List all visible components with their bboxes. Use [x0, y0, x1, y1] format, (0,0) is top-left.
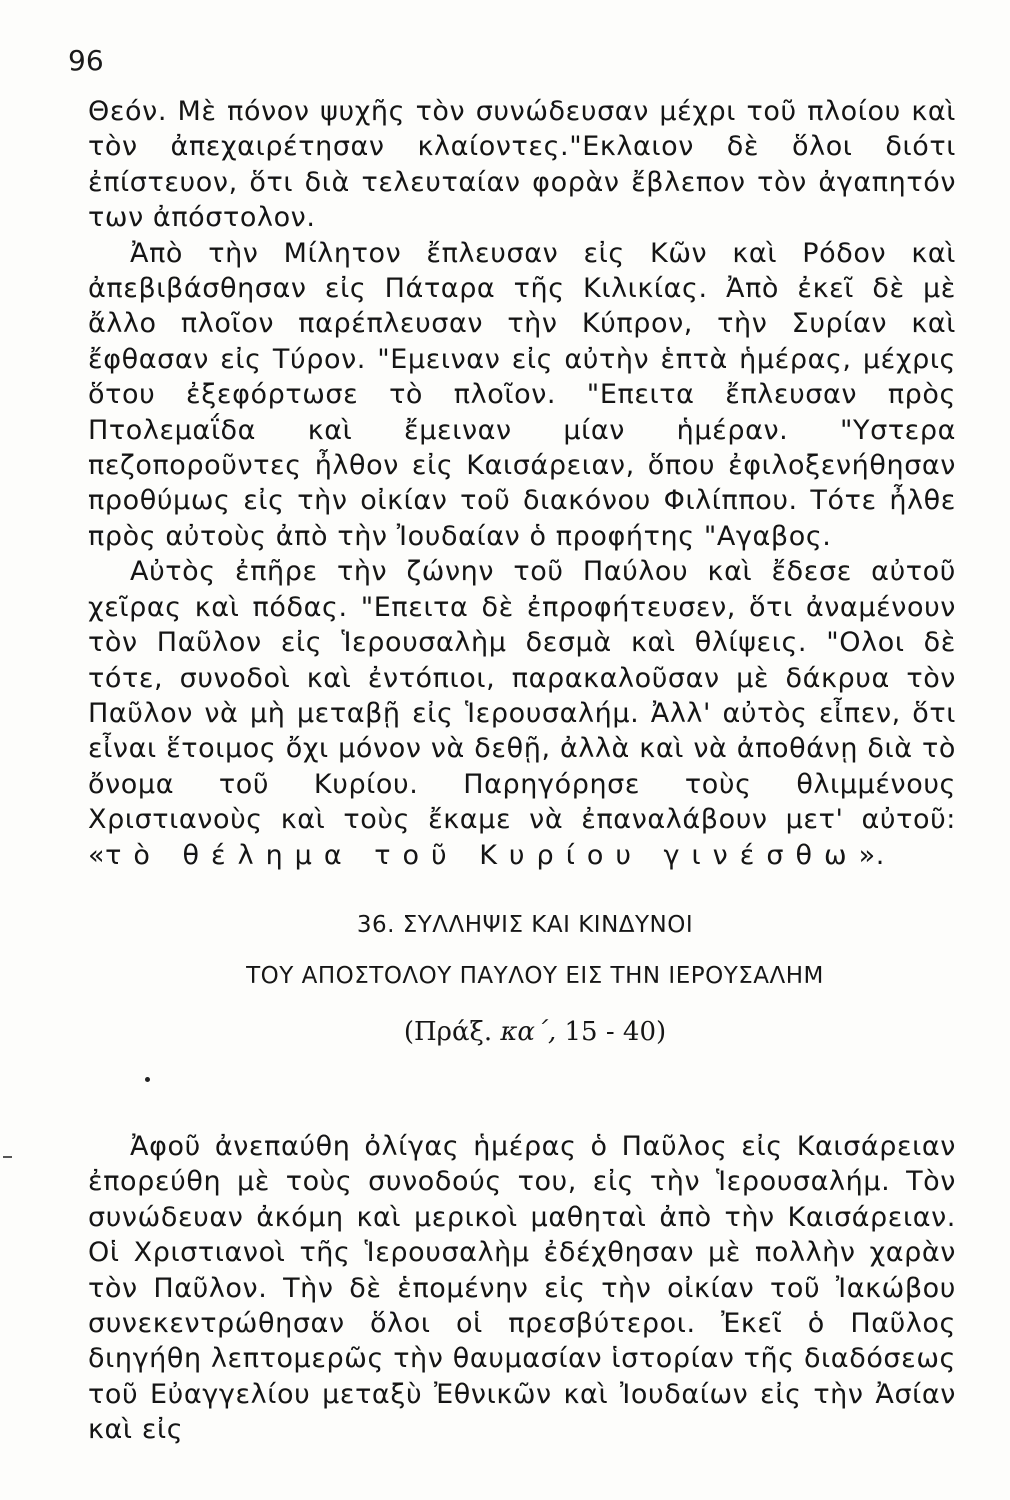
reference-open: (Πράξ. [403, 1017, 493, 1047]
paragraph-4: Ἀφοῦ ἀνεπαύθη ὀλίγας ἡμέρας ὁ Παῦλος εἰς Καισάρειαν ἐπορεύθη μὲ τοὺς συνοδούς του, εἰς τὴν Ἱερουσαλήμ. Τὸν συνώδευαν ἀκόμη καὶ μερικοὶ μαθηταὶ ἀπὸ τὴν Καισάρειαν. Οἱ Χριστιανοὶ τῆς Ἱερουσαλὴμ ἐδέχθησαν μὲ πολλὴν χαρὰν τὸν Παῦλον. Τὴν δὲ ἑπομένην εἰς τὴν οἰκίαν τοῦ Ἰακώβου συνεκεντρώθησαν ὅλοι οἱ πρεσβύτεροι. Ἐκεῖ ὁ Παῦλος διηγήθη λεπτομερῶς τὴν θαυμασίαν ἱστορίαν τῆς διαδόσεως τοῦ Εὐαγγελίου μεταξὺ Ἐθνικῶν καὶ Ἰουδαίων εἰς τὴν Ἀσίαν καὶ εἰς [88, 1131, 956, 1446]
top-text-block [88, 94, 956, 873]
page-number: 96 [68, 44, 104, 77]
paragraph-2: Ἀπὸ τὴν Μίλητον ἔπλευσαν εἰς Κῶν καὶ Ρόδον καὶ ἀπεβιβάσθησαν εἰς Πάταρα τῆς Κιλικίας. Ἀπὸ ἐκεῖ δὲ μὲ ἄλλο πλοῖον παρέπλευσαν τὴν Κύπρον, τὴν Συρίαν καὶ ἔφθασαν εἰς Τύρον. "Εμειναν εἰς αὐτὴν ἑπτὰ ἡμέρας, μέχρις ὅτου ἐξεφόρτωσε τὸ πλοῖον. "Επειτα ἔπλευσαν πρὸς Πτολεμαΐδα καὶ ἔμειναν μίαν ἡμέραν. "Υστερα πεζοποροῦντες ἦλθον εἰς Καισάρειαν, ὅπου ἐφιλοξενήθησαν προθύμως εἰς τὴν οἰκίαν τοῦ διακόνου Φιλίππου. Τότε ἦλθε πρὸς αὐτοὺς ἀπὸ τὴν Ἰουδαίαν ὁ προφήτης "Αγαβος. [88, 237, 956, 552]
paragraph-3 [88, 554, 956, 873]
quote-close: ». [858, 839, 885, 871]
reference-chapter: κα΄, [500, 1017, 557, 1047]
section-heading-line-2: ΤΟΥ ΑΠΟΣΤΟΛΟΥ ΠΑΥΛΟΥ ΕΙΣ ΤΗΝ ΙΕΡΟΥΣΑΛΗΜ [246, 963, 824, 989]
scripture-reference [0, 1017, 1010, 1047]
section-heading-line-1: 36. ΣΥΛΛΗΨΙΣ ΚΑΙ ΚΙΝΔΥΝΟΙ [356, 912, 694, 938]
quote-spaced: τὸ θέλημα τοῦ Κυρίου γινέσθω [105, 839, 859, 871]
paragraph-3-text: Αὐτὸς ἐπῆρε τὴν ζώνην τοῦ Παύλου καὶ ἔδεσε αὐτοῦ χεῖρας καὶ πόδας. "Επειτα δὲ ἐπροφήτευσεν, ὅτι ἀναμένουν τὸν Παῦλον εἰς Ἱερουσαλὴμ δεσμὰ καὶ θλίψεις. "Ολοι δὲ τότε, συνοδοὶ καὶ ἐντόπιοι, παρακαλοῦσαν μὲ δάκρυα τὸν Παῦλον νὰ μὴ μεταβῇ εἰς Ἱερουσαλήμ. Ἀλλ' αὐτὸς εἶπεν, ὅτι εἶναι ἕτοιμος ὄχι μόνον νὰ δεθῇ, ἀλλὰ καὶ νὰ ἀποθάνῃ διὰ τὸ ὄνομα τοῦ Κυρίου. Παρηγόρησε τοὺς θλιμμένους Χριστιανοὺς καὶ τοὺς ἔκαμε νὰ ἐπαναλάβουν μετ' αὐτοῦ: « [88, 556, 956, 871]
reference-verses: 15 - 40) [564, 1017, 667, 1047]
paragraph-1: Θεόν. Μὲ πόνον ψυχῆς τὸν συνώδευσαν μέχρι τοῦ πλοίου καὶ τὸν ἀπεχαιρέτησαν κλαίοντες."Εκλαιον δὲ ὅλοι διότι ἐπίστευον, ὅτι διὰ τελευταίαν φορὰν ἔβλεπον τὸν ἀγαπητόν των ἀπόστολον. [88, 96, 956, 234]
bottom-text-block [88, 1129, 956, 1448]
stray-dot-mark [145, 1077, 150, 1082]
margin-mark [3, 1156, 12, 1158]
